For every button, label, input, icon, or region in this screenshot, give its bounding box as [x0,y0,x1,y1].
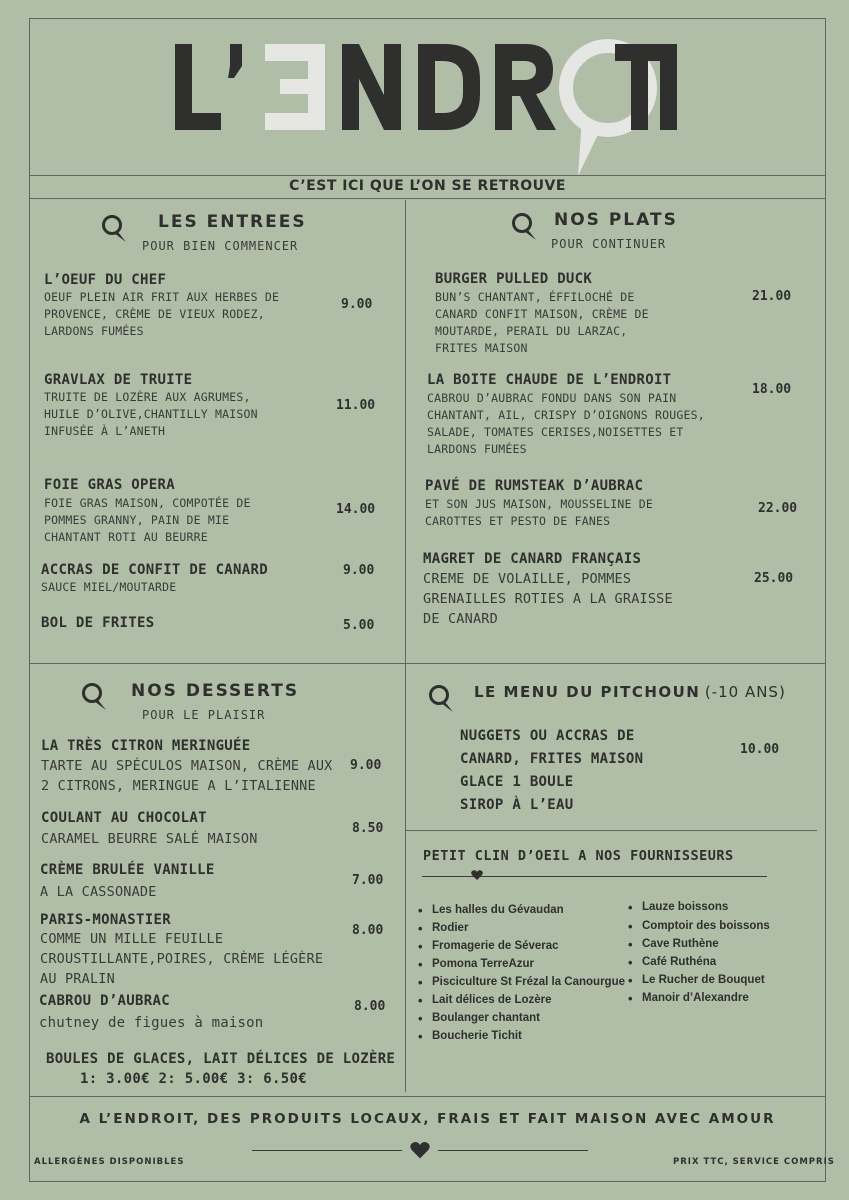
menu-item-name: PARIS-MONASTIER [40,912,171,928]
supplier-item: • Cave Ruthène [642,938,719,950]
menu-item-price: 9.00 [343,563,375,578]
section-title-plats: NOS PLATS [554,210,678,230]
menu-item-desc: CABROU D’AUBRAC FONDU DANS SON PAIN CHANTANT, AIL, CRISPY D’OIGNONS ROUGES, SALADE, TOMATES CERISES,NOISETTES ET LARDONS FUMÉES [427,391,705,456]
menu-item-name: L’OEUF DU CHEF [44,272,167,288]
menu-item-name: FOIE GRAS OPERA [44,477,175,493]
menu-item-name: CRÈME BRULÉE VANILLE [40,862,215,878]
speech-bubble-icon [80,682,108,712]
supplier-item: • Boulanger chantant [432,1012,540,1024]
logo-graphic [170,30,690,180]
pitchoun-divider [405,830,817,831]
supplier-item: • Le Rucher de Bouquet [642,974,765,986]
header-divider-bottom [29,198,826,199]
menu-item-price: 9.00 [350,758,382,773]
menu-item-desc: CARAMEL BEURRE SALÉ MAISON [41,831,258,847]
menu-item-desc: A LA CASSONADE [40,884,157,900]
suppliers-title: PETIT CLIN D’OEIL A NOS FOURNISSEURS [423,848,734,864]
menu-item-desc: TARTE AU SPÉCULOS MAISON, CRÈME AUX 2 CITRONS, MERINGUE A L’ITALIENNE [41,758,333,794]
menu-item-desc: TRUITE DE LOZÈRE AUX AGRUMES, HUILE D’OLIVE,CHANTILLY MAISON INFUSÉE À L’ANETH [44,390,258,438]
menu-item-desc: FOIE GRAS MAISON, COMPOTÉE DE POMMES GRANNY, PAIN DE MIE CHANTANT ROTI AU BEURRE [44,496,251,544]
pitchoun-desc: NUGGETS OU ACCRAS DE CANARD, FRITES MAISON GLACE 1 BOULE SIROP À L’EAU [460,728,644,813]
slogan: C’EST ICI QUE L’ON SE RETROUVE [289,178,566,194]
supplier-item: • Rodier [432,922,468,934]
ice-cream-title: BOULES DE GLACES, LAIT DÉLICES DE LOZÈRE [46,1051,396,1067]
supplier-item: • Pisciculture St Frézal la Canourgue [432,976,625,988]
menu-item-desc: CREME DE VOLAILLE, POMMES GRENAILLES ROTIES A LA GRAISSE DE CANARD [423,571,673,627]
allergens-note: ALLERGÈNES DISPONIBLES [34,1157,185,1167]
menu-item-price: 25.00 [754,571,794,586]
menu-item-price: 21.00 [752,289,792,304]
logo-letter-t [615,44,665,134]
menu-item-price: 8.00 [354,999,386,1014]
section-title-entrees: LES ENTREES [158,212,307,232]
menu-item-desc: COMME UN MILLE FEUILLE CROUSTILLANTE,POIRES, CRÈME LÉGÈRE AU PRALIN [40,931,324,987]
menu-item-price: 18.00 [752,382,792,397]
logo [170,30,690,180]
section-subtitle-desserts: POUR LE PLAISIR [142,708,266,722]
supplier-item: • Comptoir des boissons [642,920,770,932]
menu-item-name: BURGER PULLED DUCK [435,271,593,287]
menu-item-price: 5.00 [343,618,375,633]
supplier-item: • Café Ruthéna [642,956,716,968]
heart-icon [471,869,483,881]
pitchoun-age-note: (-10 ANS) [704,683,786,701]
pitchoun-price: 10.00 [740,742,780,757]
pitchoun-title-row [474,683,786,702]
menu-item-name: CABROU D’AUBRAC [39,993,170,1009]
supplier-item: • Lait délices de Lozère [432,994,552,1006]
menu-item-desc: SAUCE MIEL/MOUTARDE [41,580,177,594]
header-divider-top [29,175,826,176]
supplier-item: • Fromagerie de Séverac [432,940,559,952]
menu-item-price: 8.00 [352,923,384,938]
supplier-item: • Les halles du Gévaudan [432,904,564,916]
section-subtitle-entrees: POUR BIEN COMMENCER [142,239,299,253]
supplier-item: • Pomona TerreAzur [432,958,534,970]
menu-item-desc: chutney de figues à maison [39,1015,264,1031]
speech-bubble-icon [510,212,538,242]
supplier-item: • Lauze boissons [642,901,728,913]
footer-line-left [252,1150,402,1151]
menu-item-price: 8.50 [352,821,384,836]
speech-bubble-icon [427,684,455,714]
menu-item-desc: OEUF PLEIN AIR FRIT AUX HERBES DE PROVENCE, CRÈME DE VIEUX RODEZ, LARDONS FUMÉES [44,290,280,338]
section-title-desserts: NOS DESSERTS [131,681,300,701]
column-divider [405,200,406,1092]
menu-item-name: MAGRET DE CANARD FRANÇAIS [423,551,642,567]
supplier-item: • Manoir d’Alexandre [642,992,749,1004]
menu-item-desc: ET SON JUS MAISON, MOUSSELINE DE CAROTTES ET PESTO DE FANES [425,497,653,528]
menu-item-name: GRAVLAX DE TRUITE [44,372,193,388]
menu-item-name: PAVÉ DE RUMSTEAK D’AUBRAC [425,478,644,494]
row-divider [29,663,826,664]
menu-item-name: ACCRAS DE CONFIT DE CANARD [41,562,268,578]
ice-cream-prices: 1: 3.00€ 2: 5.00€ 3: 6.50€ [80,1071,307,1087]
speech-bubble-icon [100,214,128,244]
footer-divider [29,1096,826,1097]
footer-line-right [438,1150,588,1151]
supplier-item: • Boucherie Tichit [432,1030,522,1042]
menu-item-name: LA BOITE CHAUDE DE L’ENDROIT [427,372,672,388]
menu-item-name: BOL DE FRITES [41,615,155,631]
menu-item-price: 11.00 [336,398,376,413]
menu-item-price: 7.00 [352,873,384,888]
section-title-pitchoun: LE MENU DU PITCHOUN [474,683,701,701]
menu-item-name: LA TRÈS CITRON MERINGUÉE [41,738,251,754]
menu-item-price: 14.00 [336,502,376,517]
heart-icon [410,1140,430,1160]
section-subtitle-plats: POUR CONTINUER [551,237,667,251]
menu-item-name: COULANT AU CHOCOLAT [41,810,207,826]
menu-item-desc: BUN’S CHANTANT, ÉFFILOCHÉ DE CANARD CONFIT MAISON, CRÈME DE MOUTARDE, PERAIL DU LARZAC, FRITES MAISON [435,290,649,355]
menu-item-price: 9.00 [341,297,373,312]
menu-item-price: 22.00 [758,501,798,516]
prices-note: PRIX TTC, SERVICE COMPRIS [673,1157,835,1167]
footer-tagline: A L’ENDROIT, DES PRODUITS LOCAUX, FRAIS ET FAIT MAISON AVEC AMOUR [79,1111,776,1127]
